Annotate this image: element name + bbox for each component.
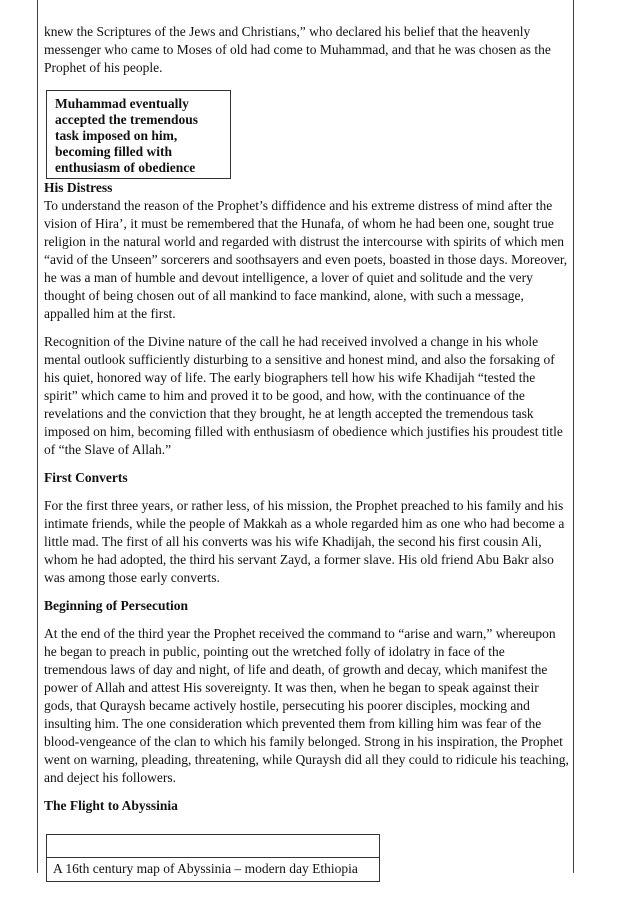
heading-beginning-of-persecution: Beginning of Persecution (44, 598, 188, 613)
heading-first-converts: First Converts (44, 470, 128, 485)
intro-paragraph: knew the Scriptures of the Jews and Christians,” who declared his belief that the heavenly messenger who came to Moses of old had come to Muhammad, and that he was chosen as the Prophet of his people. (44, 24, 551, 75)
heading-his-distress: His Distress (44, 180, 113, 195)
converts-paragraph: For the first three years, or rather less, of his mission, the Prophet preached to his family and his intimate friends, while the people of Makkah as a whole regarded him as one who had become a little mad. The first of all his converts was his wife Khadijah, the second his first cousin Ali, whom he had adopted, the third his servant Zayd, a former slave. His old friend Abu Bakr also was among those early converts. (44, 498, 565, 585)
heading-flight-to-abyssinia: The Flight to Abyssinia (44, 798, 178, 813)
pull-quote-box: Muhammad eventually accepted the tremendous task imposed on him, becoming filled with enthusiasm of obedience (46, 90, 231, 179)
distress-paragraph-1: To understand the reason of the Prophet’s diffidence and his extreme distress of mind after the vision of Hira’, it must be remembered that the Hunafa, of whom he had been one, sought true religion in the natural world and regarded with distrust the intercourse with spirits of which men “avid of the Unseen” sorcerers and soothsayers and even poets, boasted in those days. Moreover, he was a man of humble and devout intelligence, a lover of quiet and solitude and the very thought of being chosen out of all mankind to face mankind, alone, with such a message, appalled him at the first. (44, 198, 568, 321)
left-margin-rule (37, 0, 38, 873)
persecution-paragraph: At the end of the third year the Prophet received the command to “arise and warn,” whereupon he began to preach in public, pointing out the wretched folly of idolatry in face of the tremendous laws of day and night, of life and death, of growth and decay, which manifest the power of Allah and attest His sovereignty. It was then, when he began to speak against their gods, that Quraysh became actively hostile, persecuting his poorer disciples, mocking and insulting him. The one consideration which prevented them from killing him was fear of the blood-vengeance of the clan to which his family belonged. Strong in his inspiration, the Prophet went on warning, pleading, threatening, while Quraysh did all they could to ridicule his teaching, and deject his followers. (44, 626, 569, 785)
article-body (44, 23, 570, 882)
right-margin-rule (573, 0, 574, 873)
map-figure (46, 834, 380, 882)
map-image-placeholder (46, 834, 380, 858)
map-caption: A 16th century map of Abyssinia – modern day Ethiopia (46, 858, 380, 882)
distress-paragraph-2: Recognition of the Divine nature of the call he had received involved a change in his whole mental outlook sufficiently disturbing to a sensitive and honest mind, and also the forsaking of his quiet, honored way of life. The early biographers tell how his wife Khadijah “tested the spirit” which came to him and proved it to be good, and how, with the continuance of the revelations and the conviction that they brought, he at length accepted the tremendous task imposed on him, becoming filled with enthusiasm of obedience which justifies his proudest title of “the Slave of Allah.” (44, 334, 563, 457)
